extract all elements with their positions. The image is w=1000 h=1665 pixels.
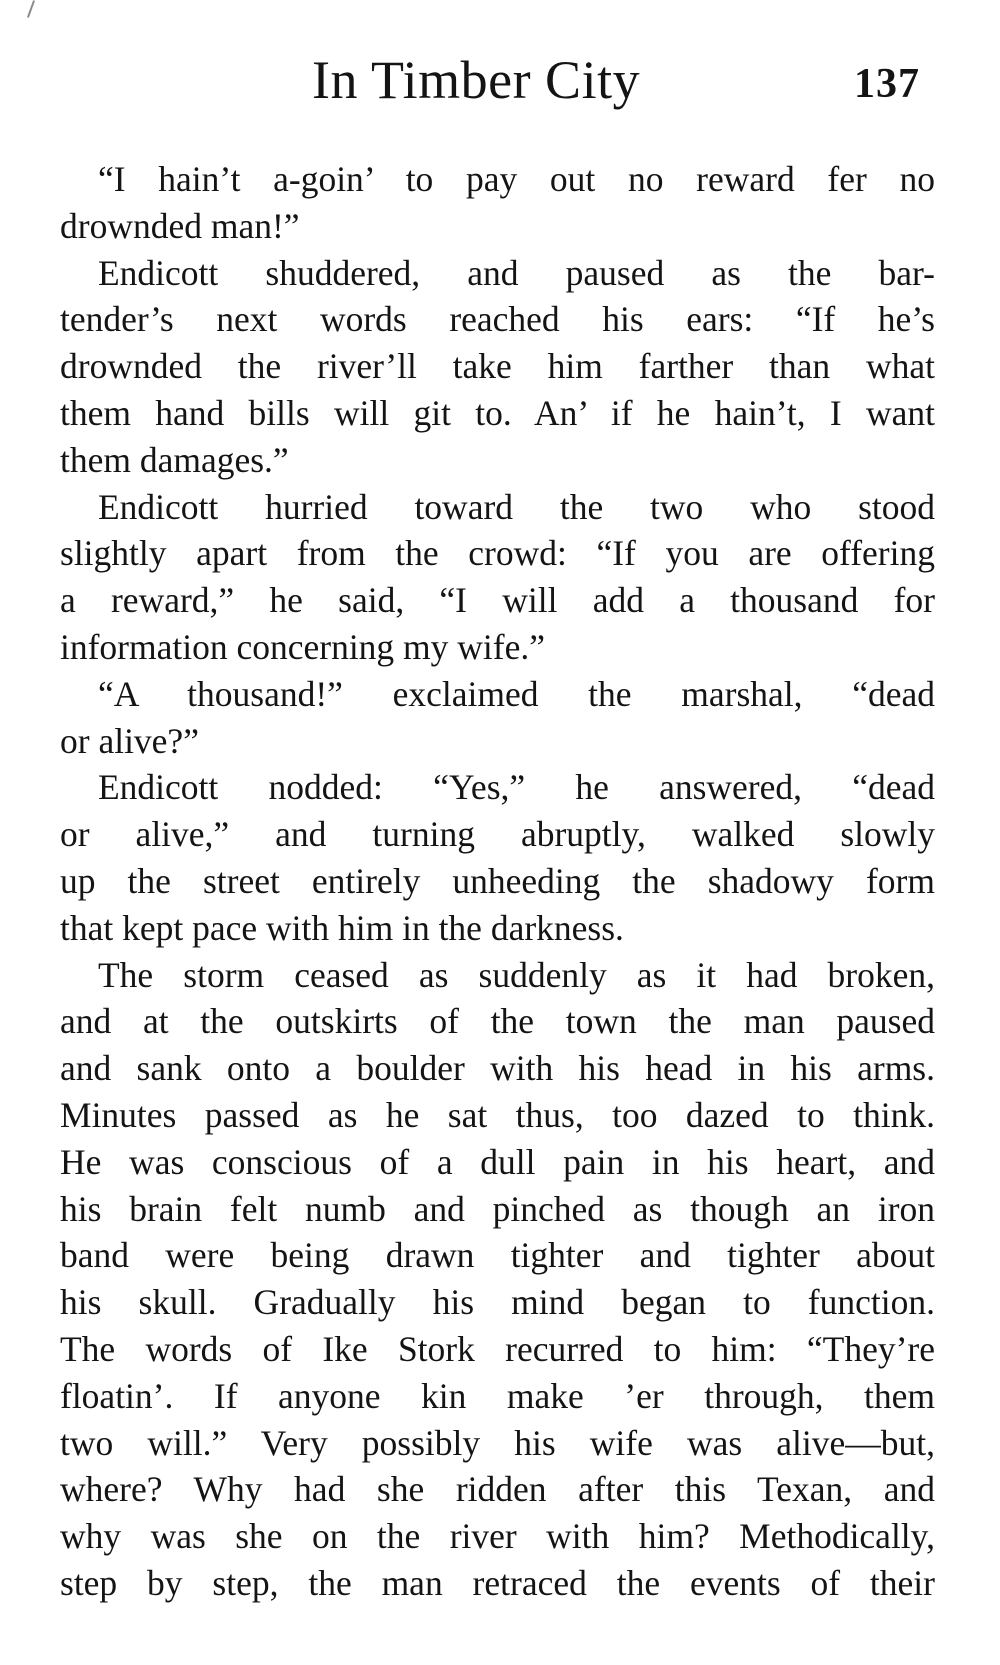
text-line: them damages.” <box>60 439 289 480</box>
text-line: two will.” Very possibly his wife was alive—but, <box>60 1422 935 1463</box>
text-line: drownded man!” <box>60 205 300 246</box>
page-number: 137 <box>854 61 920 107</box>
page-header <box>0 40 1000 120</box>
paragraph <box>60 250 935 484</box>
text-line: Endicott shuddered, and paused as the bar- <box>98 252 935 293</box>
text-line: slightly apart from the crowd: “If you are offering <box>60 533 935 574</box>
text-line: information concerning my wife.” <box>60 626 546 667</box>
text-line: why was she on the river with him? Methodically, <box>60 1516 935 1557</box>
text-line: drownded the river’ll take him farther than what <box>60 346 935 387</box>
paragraph <box>60 156 935 250</box>
text-line: “I hain’t a-goin’ to pay out no reward fer no <box>98 159 935 199</box>
text-line: up the street entirely unheeding the shadowy form <box>60 860 935 901</box>
text-line: Endicott hurried toward the two who stood <box>98 486 935 527</box>
text-line: and sank onto a boulder with his head in his arms. <box>60 1048 935 1089</box>
text-line: tender’s next words reached his ears: “If he’s <box>60 299 935 340</box>
text-line: that kept pace with him in the darkness. <box>60 907 624 948</box>
paragraph <box>60 952 935 1607</box>
text-line: band were being drawn tighter and tighter about <box>60 1235 935 1276</box>
text-line: his brain felt numb and pinched as though an iron <box>60 1188 935 1229</box>
text-line: “A thousand!” exclaimed the marshal, “dead <box>98 673 935 714</box>
text-line: his skull. Gradually his mind began to function. <box>60 1282 935 1323</box>
body-text <box>60 156 935 1607</box>
text-line: He was conscious of a dull pain in his heart, and <box>60 1141 935 1182</box>
text-line: The storm ceased as suddenly as it had broken, <box>98 954 935 995</box>
text-line: Minutes passed as he sat thus, too dazed to think. <box>60 1094 935 1135</box>
text-line: The words of Ike Stork recurred to him: “They’re <box>60 1328 935 1369</box>
paragraph <box>60 671 935 765</box>
running-head: In Timber City <box>312 50 641 110</box>
text-line: and at the outskirts of the town the man paused <box>60 1001 935 1042</box>
text-line: a reward,” he said, “I will add a thousand for <box>60 580 935 621</box>
text-line: them hand bills will git to. An’ if he hain’t, I want <box>60 392 935 433</box>
text-line: or alive?” <box>60 720 199 761</box>
text-line: or alive,” and turning abruptly, walked slowly <box>60 814 935 855</box>
text-line: where? Why had she ridden after this Texan, and <box>60 1469 935 1510</box>
paragraph <box>60 764 935 951</box>
scan-mark <box>27 0 35 18</box>
paragraph <box>60 484 935 671</box>
text-line: floatin’. If anyone kin make ’er through, them <box>60 1375 935 1416</box>
text-line: Endicott nodded: “Yes,” he answered, “dead <box>98 767 935 808</box>
text-line: step by step, the man retraced the events of their <box>60 1562 935 1603</box>
